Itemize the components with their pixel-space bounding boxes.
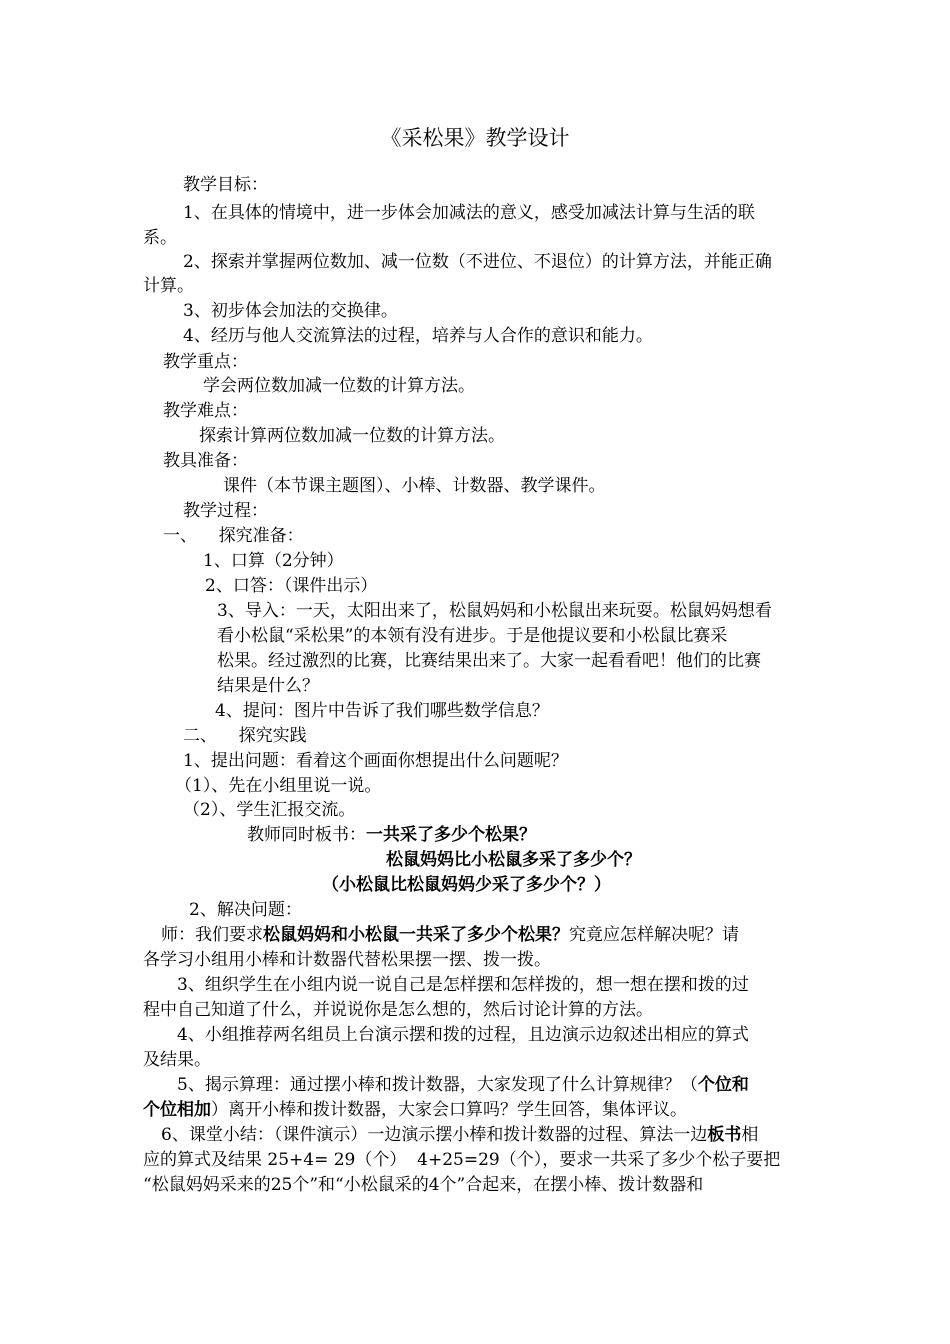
section-heading: 教具准备： — [163, 451, 248, 471]
text-run: 5、揭示算理：通过摆小棒和拨计数器，大家发现了什么计算规律？（ — [177, 1075, 698, 1095]
section-heading: 一、 探究准备： — [163, 526, 304, 546]
paragraph-line: （1）、先在小组里说一说。 — [175, 776, 382, 796]
paragraph-line: 计算。 — [143, 276, 194, 296]
board-question-1: 一共采了多少个松果？ — [366, 825, 536, 845]
text-run: 6、课堂小结：（课件演示）一边演示摆小棒和拨计数器的过程、算法一边 — [161, 1125, 708, 1145]
paragraph-line: 2、解决问题： — [189, 900, 302, 920]
paragraph-line: 1、提出问题：看着这个画面你想提出什么问题呢？ — [183, 751, 568, 771]
paragraph-line: 课件（本节课主题图）、小棒、计数器、教学课件。 — [223, 476, 606, 496]
text-run: ）离开小棒和拨计数器，大家会口算吗？学生回答，集体评议。 — [211, 1100, 687, 1120]
paragraph-line: 看小松鼠“采松果”的本领有没有进步。于是他提议要和小松鼠比赛采 — [217, 626, 728, 646]
text-run: 师：我们要求 — [161, 925, 263, 945]
bold-text-run: 个位相加 — [143, 1100, 211, 1120]
section-heading: 教学重点： — [163, 352, 248, 372]
paragraph-line: 松果。经过激烈的比赛，比赛结果出来了。大家一起看看吧！他们的比赛 — [217, 651, 761, 671]
bold-text-run: 板书 — [707, 1125, 742, 1145]
section-heading: 教学难点： — [163, 401, 248, 421]
paragraph-line: 4、小组推荐两名组员上台演示摆和拨的过程，且边演示边叙述出相应的算式 — [177, 1025, 749, 1045]
paragraph-line: 2、探索并掌握两位数加、减一位数（不进位、不退位）的计算方法，并能正确 — [183, 252, 772, 272]
text-run: 究竟应怎样解决呢？请 — [569, 925, 739, 945]
board-intro-text: 教师同时板书： — [247, 825, 366, 845]
paragraph-line: 4、经历与他人交流算法的过程，培养与人合作的意识和能力。 — [183, 326, 653, 346]
bold-text-run: 松鼠妈妈和小松鼠一共采了多少个松果？ — [263, 925, 569, 945]
board-question-3: （小松鼠比松鼠妈妈少采了多少个？） — [322, 875, 611, 895]
paragraph-line: （2）、学生汇报交流。 — [183, 800, 356, 820]
paragraph-line: 3、导入：一天，太阳出来了，松鼠妈妈和小松鼠出来玩耍。松鼠妈妈想看 — [217, 601, 772, 621]
paragraph-line: 3、组织学生在小组内说一说自己是怎样摆和怎样拨的，想一想在摆和拨的过 — [177, 975, 749, 995]
paragraph-line: 结果是什么？ — [217, 676, 319, 696]
paragraph-line: 3、初步体会加法的交换律。 — [183, 301, 398, 321]
paragraph-line: 1、在具体的情境中，进一步体会加减法的意义，感受加减法计算与生活的联 — [183, 203, 755, 223]
paragraph-line: 探索计算两位数加减一位数的计算方法。 — [199, 426, 505, 446]
paragraph-line: 应的算式及结果 25+4= 29（个） 4+25=29（个），要求一共采了多少个松子要把 — [143, 1150, 781, 1170]
paragraph-line — [177, 1073, 749, 1097]
paragraph-line: 1、口算（2分钟） — [203, 551, 344, 571]
paragraph-line: 及结果。 — [143, 1050, 211, 1070]
paragraph-line — [161, 1123, 758, 1147]
section-heading: 教学过程： — [183, 501, 268, 521]
board-question-2: 松鼠妈妈比小松鼠多采了多少个？ — [386, 850, 641, 870]
paragraph-line: 程中自己知道了什么，并说说你是怎么想的，然后讨论计算的方法。 — [143, 1000, 653, 1020]
paragraph-line: 各学习小组用小棒和计数器代替松果摆一摆、拨一拨。 — [143, 950, 551, 970]
text-run: 相 — [741, 1125, 759, 1145]
bold-text-run: 个位和 — [697, 1075, 749, 1095]
document-title: 《采松果》教学设计 — [380, 126, 570, 150]
paragraph-line: 学会两位数加减一位数的计算方法。 — [203, 376, 475, 396]
paragraph-line: 2、口答：（课件出示） — [205, 576, 378, 596]
paragraph-line: 系。 — [143, 228, 177, 248]
paragraph-line: 教学目标： — [183, 175, 268, 195]
section-heading: 二、 探究实践 — [183, 726, 307, 746]
paragraph-line — [247, 823, 536, 847]
paragraph-line: 4、提问：图片中告诉了我们哪些数学信息？ — [215, 701, 549, 721]
paragraph-line — [161, 923, 739, 947]
paragraph-line — [143, 1098, 687, 1122]
paragraph-line: “松鼠妈妈采来的25个”和“小松鼠采的4个”合起来，在摆小棒、拨计数器和 — [143, 1175, 704, 1195]
